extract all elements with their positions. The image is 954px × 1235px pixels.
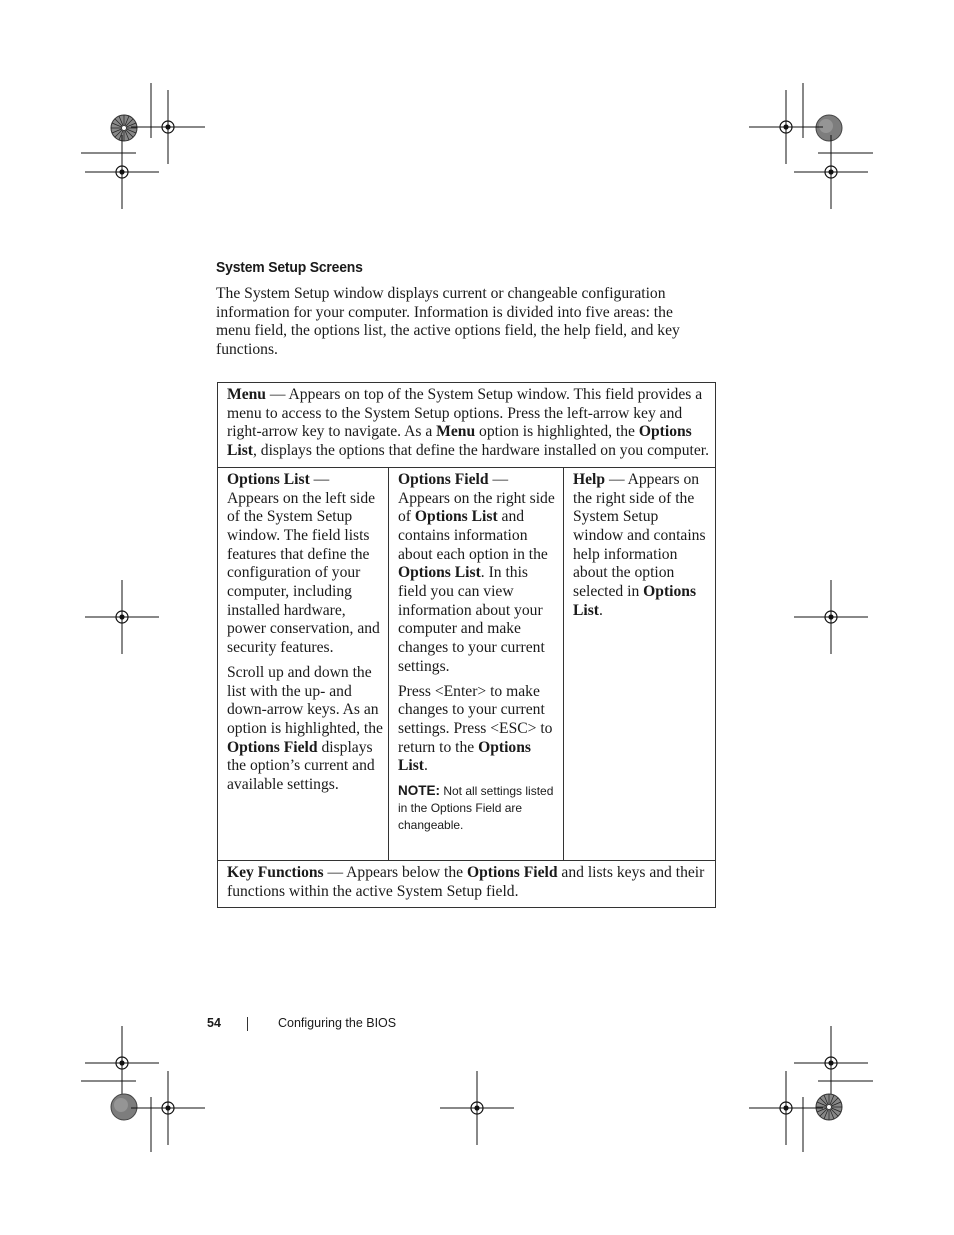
registration-target-icon xyxy=(749,90,823,164)
table-row xyxy=(218,860,716,907)
term-options-list: Options List xyxy=(227,470,310,488)
options-field-description: Press <Enter> to make changes to your current settings. Press <ESC> to return to the xyxy=(398,682,553,756)
key-functions-description: — Appears below the xyxy=(323,863,467,881)
intro-paragraph: The System Setup window displays current or changeable configuration information for your computer. Information is divided into five areas: the menu field, the options list, the active options field, the help field, and key functions. xyxy=(216,285,680,359)
chapter-title: Configuring the BIOS xyxy=(278,1016,397,1030)
options-list-paragraph xyxy=(227,471,383,658)
registration-target-icon xyxy=(794,580,868,654)
term-options-list: Options List xyxy=(573,583,697,619)
term-options-list: Options List xyxy=(398,564,481,582)
options-list-description: Scroll up and down the list with the up- and down-arrow keys. As an option is highlighted, the xyxy=(227,663,383,737)
term-options-field: Options Field xyxy=(466,863,558,881)
options-field-description: . xyxy=(424,757,428,775)
options-field-cell xyxy=(389,467,564,860)
table-row xyxy=(218,467,716,860)
registration-target-icon xyxy=(131,90,205,164)
menu-description: , displays the options that define the hardware installed on you computer. xyxy=(253,442,710,460)
registration-sunburst-icon xyxy=(816,1094,842,1120)
help-paragraph xyxy=(573,471,710,621)
term-options-field: Options Field xyxy=(227,738,318,756)
table-row xyxy=(218,383,716,468)
options-field-description: — Appears on the right side of xyxy=(398,470,555,526)
section-heading: System Setup Screens xyxy=(216,259,363,276)
term-help: Help xyxy=(573,470,606,488)
options-list-cell xyxy=(218,467,389,860)
registration-disc-icon xyxy=(816,115,842,141)
system-setup-areas-table xyxy=(217,382,716,908)
key-functions-cell xyxy=(218,860,716,907)
note xyxy=(398,782,558,834)
options-field-description: and contains information about each option in the xyxy=(398,508,548,563)
menu-description: option is highlighted, the xyxy=(475,423,639,441)
registration-target-icon xyxy=(794,135,868,209)
registration-target-icon xyxy=(749,1071,823,1145)
registration-target-icon xyxy=(85,1026,159,1100)
registration-target-icon xyxy=(440,1071,514,1145)
term-options-field: Options Field xyxy=(398,470,489,488)
menu-description: — Appears on top of the System Setup window. This field provides a menu to access to the System Setup options. Press the left-arrow key and right-arrow key to navigate. As a xyxy=(227,386,703,441)
page-number: 54 xyxy=(207,1016,221,1030)
registration-sunburst-icon xyxy=(111,115,137,141)
term-menu: Menu xyxy=(436,423,476,441)
term-options-list: Options List xyxy=(227,423,692,460)
note-label: NOTE: xyxy=(398,783,440,799)
registration-target-icon xyxy=(85,580,159,654)
term-menu: Menu xyxy=(227,386,266,403)
registration-target-icon xyxy=(131,1071,205,1145)
menu-cell xyxy=(218,383,716,468)
footer-divider xyxy=(247,1017,248,1031)
options-field-paragraph xyxy=(398,683,558,777)
options-field-paragraph xyxy=(398,471,558,677)
registration-target-icon xyxy=(794,1026,868,1100)
options-list-description: displays the option’s current and available settings. xyxy=(227,738,375,794)
term-key-functions: Key Functions xyxy=(227,863,324,881)
note-text: Not all settings listed in the Options Field are changeable. xyxy=(398,784,554,833)
help-description: . xyxy=(599,601,603,619)
registration-disc-icon xyxy=(111,1094,137,1120)
options-list-paragraph xyxy=(227,664,383,795)
term-options-list: Options List xyxy=(414,508,498,526)
options-field-description: . In this field you can view information about your computer and make changes to your current settings. xyxy=(398,564,545,675)
options-list-description: — Appears on the left side of the System Setup window. The field lists features that define the configuration of your computer, including installed hardware, power conservation, and security features. xyxy=(227,470,380,657)
key-functions-description: and lists keys and their functions within the active System Setup field. xyxy=(227,863,705,900)
term-options-list: Options List xyxy=(398,738,531,775)
help-description: — Appears on the right side of the System Setup window and contains help information about the option selected in xyxy=(573,470,706,601)
help-cell xyxy=(564,467,716,860)
registration-target-icon xyxy=(85,135,159,209)
